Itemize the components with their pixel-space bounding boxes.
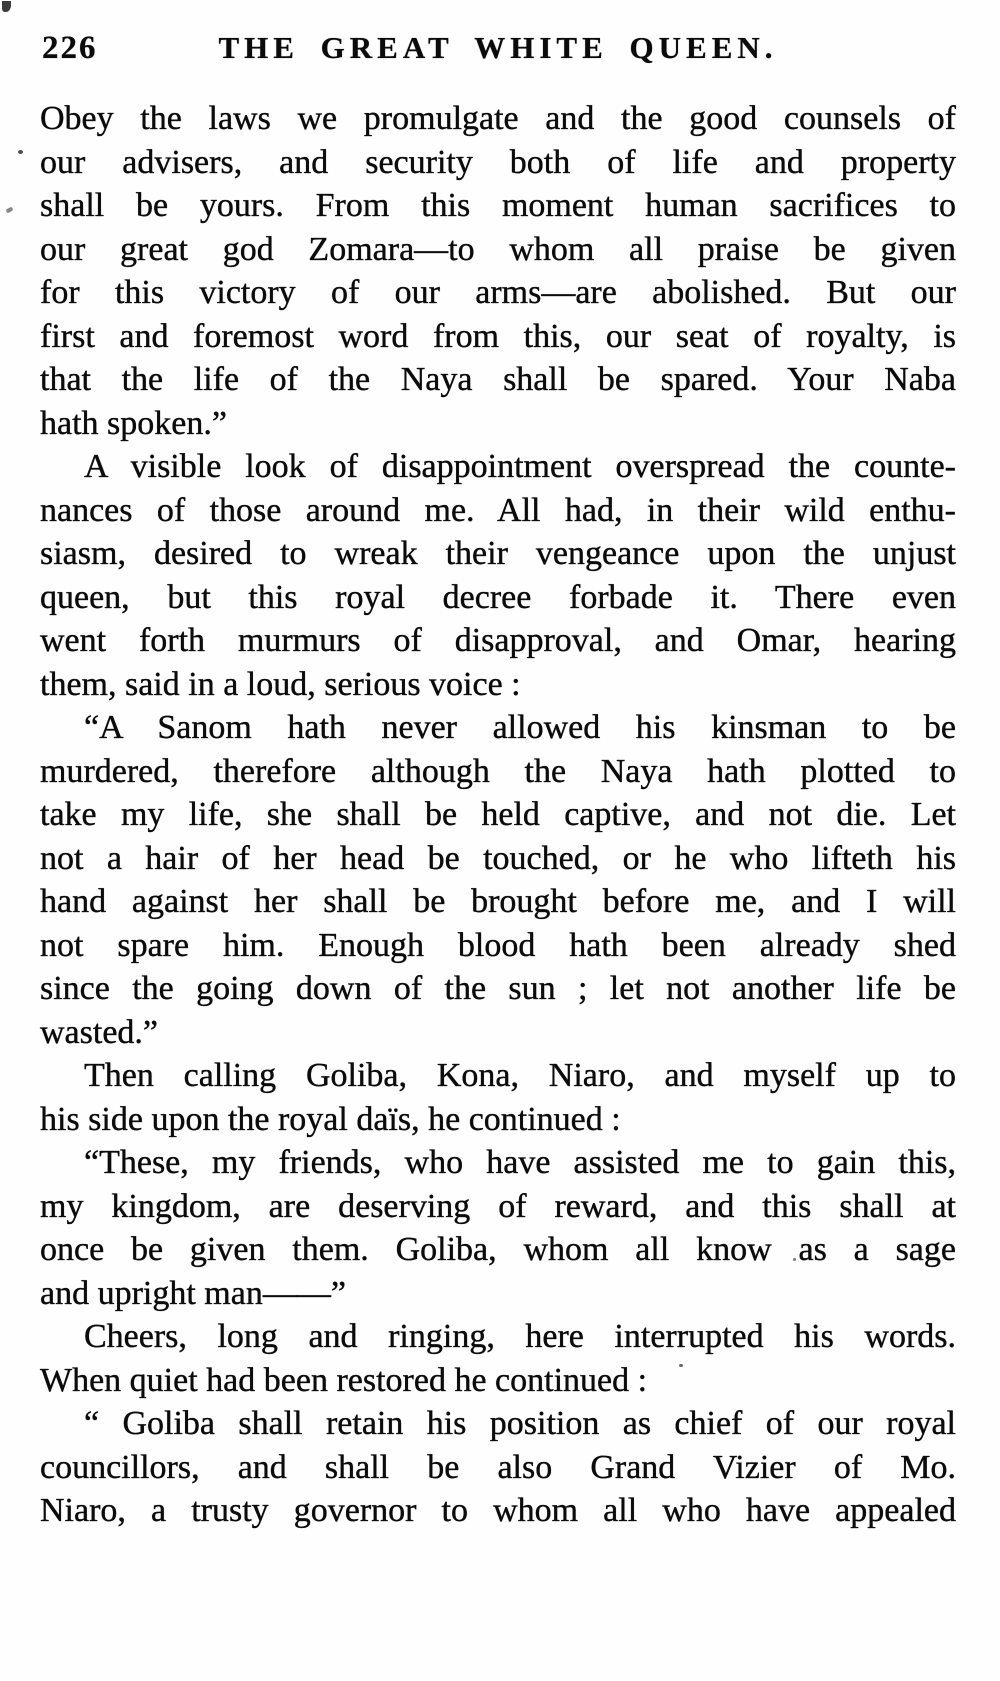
text-line: Niaro, a trusty governor to whom all who have appealed (40, 1492, 956, 1529)
running-head (40, 30, 956, 70)
scan-speck (5, 207, 13, 214)
text-line: take my life, she shall be held captive, and not die. Let (40, 796, 956, 833)
text-line: nances of those around me. All had, in their wild enthu- (40, 491, 956, 529)
paragraph (40, 97, 956, 445)
text-line: not spare him. Enough blood hath been already shed (40, 926, 956, 964)
text-line: siasm, desired to wreak their vengeance upon the unjust (40, 535, 956, 572)
page-number: 226 (42, 30, 98, 66)
text-line: shall be yours. From this moment human sacrifices to (40, 187, 956, 224)
paragraph (40, 1402, 956, 1533)
paragraph (40, 445, 956, 706)
text-line: Then calling Goliba, Kona, Niaro, and myself up to (84, 1057, 956, 1094)
text-line: A visible look of disappointment overspread the counte- (84, 448, 956, 485)
text-line: our advisers, and security both of life and property (40, 143, 956, 181)
text-line: Obey the laws we promulgate and the good counsels of (40, 100, 956, 137)
text-line: and upright man——” (40, 1274, 346, 1312)
scan-corner-mark (2, 1, 11, 12)
page-text (40, 97, 956, 1533)
text-line: his side upon the royal daïs, he continued : (40, 1100, 621, 1138)
running-title: THE GREAT WHITE QUEEN. (218, 30, 778, 65)
scan-speck (18, 150, 23, 154)
text-line: councillors, and shall be also Grand Vizier of Mo. (40, 1448, 956, 1486)
text-line: for this victory of our arms—are abolished. But our (40, 274, 956, 311)
text-line: went forth murmurs of disapproval, and Omar, hearing (40, 622, 956, 659)
text-line: “These, my friends, who have assisted me to gain this, (84, 1144, 956, 1181)
text-line: my kingdom, are deserving of reward, and this shall at (40, 1187, 956, 1225)
text-line: wasted.” (40, 1013, 159, 1051)
text-line: Cheers, long and ringing, here interrupted his words. (84, 1318, 956, 1355)
text-line: murdered, therefore although the Naya hath plotted to (40, 752, 956, 790)
text-line: queen, but this royal decree forbade it. There even (40, 578, 956, 616)
text-line: since the going down of the sun ; let not another life be (40, 970, 956, 1007)
text-line: them, said in a loud, serious voice : (40, 665, 521, 703)
text-line: hath spoken.” (40, 404, 227, 442)
text-line: “A Sanom hath never allowed his kinsman to be (84, 709, 956, 746)
text-line: When quiet had been restored he continued : (40, 1361, 648, 1399)
text-line: first and foremost word from this, our seat of royalty, is (40, 317, 956, 355)
text-line: that the life of the Naya shall be spared. Your Naba (40, 361, 956, 398)
paragraph (40, 706, 956, 1054)
text-line: our great god Zomara—to whom all praise be given (40, 230, 956, 268)
text-line: once be given them. Goliba, whom all know as a sage (40, 1231, 956, 1268)
text-line: hand against her shall be brought before me, and I will (40, 883, 956, 920)
paragraph (40, 1141, 956, 1315)
paragraph (40, 1315, 956, 1402)
text-line: not a hair of her head be touched, or he who lifteth his (40, 839, 956, 877)
paragraph (40, 1054, 956, 1141)
text-line: “ Goliba shall retain his position as chief of our royal (84, 1405, 956, 1442)
